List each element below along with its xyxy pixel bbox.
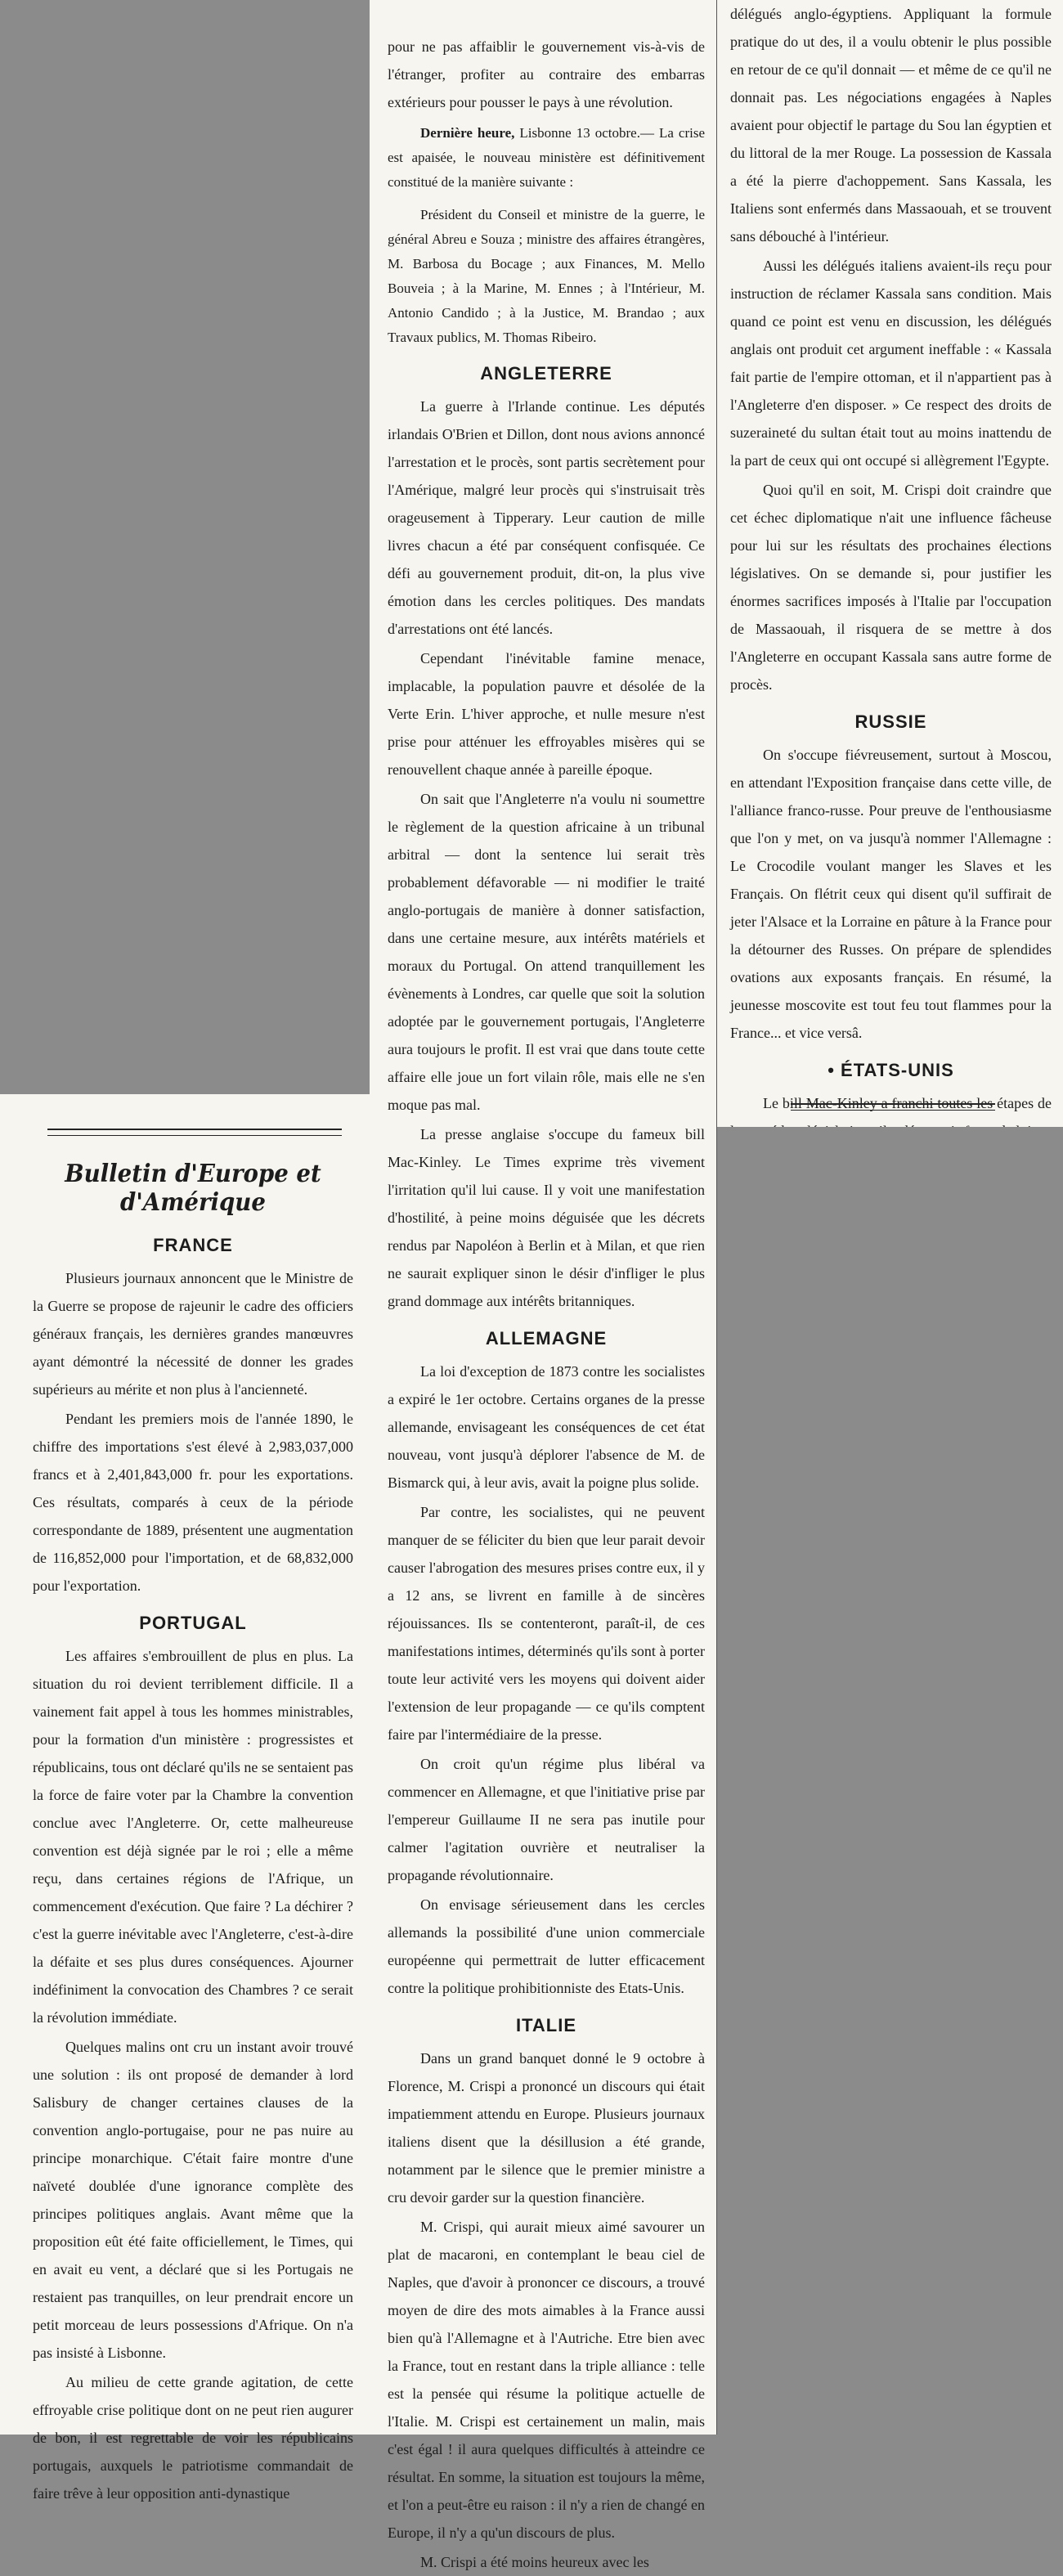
paragraph: Le bill Mac-Kinley a franchi toutes les étapes de — [763, 1095, 1052, 1111]
paragraph: La presse anglaise s'occupe du fameux bill Mac-Kinley. Le Times exprime très vivement l'irritation qu'il lui cause. Il y voit une manifestation d'hostilité, à peine moins déguisée que les décrets rendus par Napoléon à Berlin et à Milan, et que rien ne saurait expliquer sinon le désir d'infliger le plus grand dommage aux intérêts britanniques. — [388, 1126, 705, 1309]
column-two — [370, 0, 716, 2570]
heading-portugal: PORTUGAL — [139, 1613, 247, 1633]
scan-background — [717, 1127, 1063, 2435]
paragraph: Quelques malins ont cru un instant avoir trouvé une solution : ils ont proposé de demander à lord Salisbury de changer certaines clauses de la convention anglo-portugaise, pour ne pas nuire au principe monarchique. C'était faire montre d'une naïveté doublée d'une ignorance complète des principes politiques anglais. Avant même que la proposition eût été faite officiellement, le Times, qui en avait eu vent, a déclaré que si les Portugais ne restaient pas tranquilles, on leur prendrait encore un petit morceau de leurs possessions d'Afrique. On n'a pas insisté à Lisbonne. — [33, 2039, 353, 2361]
portugal-section — [33, 1642, 353, 2507]
paragraph: On s'occupe fiévreusement, surtout à Moscou, en attendant l'Exposition française dans cette ville, de l'alliance franco-russe. Pour preuve de l'enthousiasme que l'on y met, on va jusqu'à nommer l'Allemagne : Le Crocodile voulant manger les Slaves et les Français. On flétrit ceux qui disent qu'il suffirait de jeter l'Alsace et la Lorraine en pâture à la France pour la détourner des Russes. On prépare de splendides ovations aux exposants français. En résumé, la jeunesse moscovite est tout feu tout flammes pour la France... et vice versâ. — [730, 747, 1052, 1041]
bulletin-title: Bulletin d'Europe et d'Amérique — [65, 1160, 321, 1217]
bottom-rule — [791, 1103, 995, 1111]
heading-italie: ITALIE — [515, 2015, 577, 2035]
russie-section — [730, 741, 1052, 1047]
paragraph: M. Crispi, qui aurait mieux aimé savourer un plat de macaroni, en contemplant le beau ciel de Naples, que d'avoir à prononcer ce discours, a trouvé moyen de dire des mots aimables à la France aussi bien qu'à l'Allemagne et à l'Autriche. Etre bien avec la France, tout en restant dans la triple alliance : telle est la pensée qui résume la politique actuelle de l'Italie. M. Crispi est certainement un malin, mais c'est égal ! il aura quelques difficultés à atteindre ce résultat. En somme, la situation est toujours la même, et l'on a peut-être eu raison : il n'y a rien de changé en Europe, il n'y a qu'un discours de plus. — [388, 2219, 705, 2541]
paragraph: La guerre à l'Irlande continue. Les députés irlandais O'Brien et Dillon, dont nous avions annoncé l'arrestation et le procès, sont partis secrètement pour l'Amérique, malgré leur procès qui s'instruisait très orageusement à Tipperary. Leur caution de mille livres chacun a été par conséquent confisquée. Ce défi au gouvernement produit, dit-on, la plus vive émotion dans les cercles politiques. Des mandats d'arrestations ont été lancés. — [388, 398, 705, 637]
paragraph: Au milieu de cette grande agitation, de cette effroyable crise politique dont on ne peut rien augurer de bon, il est regrettable de voir les républicains portugais, auxquels le patriotisme commandait de faire trêve à leur opposition anti-dynastique — [33, 2374, 353, 2502]
portugal-continued — [388, 33, 705, 116]
paragraph: pour ne pas affaiblir le gouvernement vis-à-vis de l'étranger, profiter au contraire des embarras extérieurs pour pousser le pays à une révolution. — [388, 38, 705, 110]
paragraph: Plusieurs journaux annoncent que le Ministre de la Guerre se propose de rajeunir le cadre des officiers généraux français, les dernières grandes manœuvres ayant démontré la nécessité de donner les grades supérieurs au mérite et non plus à l'ancienneté. — [33, 1270, 353, 1398]
left-column-sheet — [0, 1094, 370, 2502]
paragraph: Dans un grand banquet donné le 9 octobre à Florence, M. Crispi a prononcé un discours qui était impatiemment attendu en Europe. Plusieurs journaux italiens disent que la désillusion a été grande, notamment par le silence que le premier ministre a cru devoir garder sur la question financière. — [388, 2050, 705, 2206]
italie-section — [388, 2044, 705, 2576]
france-section — [33, 1264, 353, 1600]
paragraph: On envisage sérieusement dans les cercles allemands la possibilité d'une union commerciale européenne qui permettrait de lutter efficacement contre la politique prohibitionniste des Etats-Unis. — [388, 1896, 705, 1996]
paragraph: La loi d'exception de 1873 contre les socialistes a expiré le 1er octobre. Certains organes de la presse allemande, envisageant les conséquences de cet état nouveau, vont jusqu'à déplorer l'absence de M. de Bismarck qui, à leur avis, avait la poigne plus solide. — [388, 1363, 705, 1491]
edge-strip — [1055, 1014, 1063, 1127]
heading-allemagne: ALLEMAGNE — [485, 1328, 608, 1349]
dateline-text: Lisbonne 13 octobre.— La crise est apaisée, le nouveau ministère est définitivement constitué de la manière suivante : — [388, 125, 706, 190]
cabinet-list: Président du Conseil et ministre de la guerre, le général Abreu e Souza ; ministre des affaires étrangères, M. Barbosa du Bocage ; aux Finances, M. Mello Bouveia ; à la Marine, M. Ennes ; à l'Intérieur, M. Antonio Candido ; à la Justice, M. Brandao ; aux Travaux publics, M. Thomas Ribeiro. — [388, 207, 705, 345]
paragraph: Cependant l'inévitable famine menace, implacable, la population pauvre et désolée de la Verte Erin. L'hiver approche, et nulle mesure n'est prise pour atténuer les effroyables misères qui se renouvellent chaque année à pareille époque. — [388, 650, 705, 778]
paragraph: M. Crispi a été moins heureux avec les — [420, 2554, 649, 2570]
paragraph: Quoi qu'il en soit, M. Crispi doit craindre que cet échec diplomatique n'ait une influence fâcheuse pour lui sur les résultats des prochaines élections législatives. On se demande si, pour justifier les énormes sacrifices imposés à l'Italie par l'occupation de Massaouah, il risquera de se mettre à dos l'Angleterre en occupant Kassala sans autre forme de procès. — [730, 482, 1052, 693]
top-rule — [47, 1129, 342, 1136]
dateline-label: Dernière heure, — [420, 125, 515, 141]
paragraph: On sait que l'Angleterre n'a voulu ni soumettre le règlement de la question africaine à un tribunal arbitral — dont la sentence lui serait très probablement défavorable — ni modifier le traité anglo-portugais de manière à donner satisfaction, dans une certaine mesure, aux intérêts matériels et moraux du Portugal. On attend tranquillement les évènements à Londres, car quelle que soit la solution adoptée par le gouvernement portugais, l'Angleterre aura toujours le profit. Il est vrai que dans toute cette affaire elle joue un fort vilain rôle, mais elle ne s'en moque pas mal. — [388, 791, 705, 1113]
paragraph: Aussi les délégués italiens avaient-ils reçu pour instruction de réclamer Kassala sans condition. Mais quand ce point est venu en discussion, les délégués anglais ont produit cet argument ineffable : « Kassala fait partie de l'empire ottoman, et il n'appartient pas à l'Angleterre d'en disposer. » Ce respect des droits de suzeraineté du sultan était tout au moins inattendu de la part de ceux qui ont occupé si allègrement l'Egypte. — [730, 258, 1052, 469]
dateline — [388, 121, 705, 195]
paragraph: Par contre, les socialistes, qui ne peuvent manquer de se féliciter du bien que leur parait devoir causer l'abrogation des mesures prises contre eux, il y a 12 ans, se livrent en famille à de sincères réjouissances. Ils se contenteront, paraît-il, de ces manifestations intimes, déterminés qu'ils sont à porter toute leur activité vers les moyens qui doivent aider l'extension de leur propagande — ce qu'ils comptent faire par l'intermédiaire de la presse. — [388, 1504, 705, 1743]
heading-angleterre: ANGLETERRE — [480, 363, 612, 384]
allemagne-section — [388, 1358, 705, 2002]
angleterre-section — [388, 393, 705, 1315]
italie-continued — [730, 0, 1052, 698]
heading-etats-unis: • ÉTATS-UNIS — [828, 1060, 954, 1080]
heading-russie: RUSSIE — [854, 711, 927, 732]
column-three — [717, 0, 1063, 1127]
paragraph: On croit qu'un régime plus libéral va commencer en Allemagne, et que l'initiative prise par l'empereur Guillaume II ne sera pas inutile pour calmer l'agitation ouvrière et neutraliser la propagande révolutionnaire. — [388, 1756, 705, 1883]
paragraph: délégués anglo-égyptiens. Appliquant la formule pratique do ut des, il a voulu obtenir le plus possible en retour de ce qu'il donnait — et même de ce qu'il ne donnait pas. Les négociations engagées à Naples avaient pour objectif le partage du Sou lan égyptien et du littoral de la mer Rouge. La possession de Kassala a été la pierre d'achoppement. Sans Kassala, les Italiens sont enfermés dans Massaouah, et se trouvent sans débouché à l'intérieur. — [730, 6, 1052, 245]
heading-france: FRANCE — [153, 1235, 233, 1255]
paragraph: Les affaires s'embrouillent de plus en plus. La situation du roi devient terriblement difficile. Il a vainement fait appel à tous les hommes ministrables, pour la formation d'un ministère : progressistes et républicains, tous ont déclaré qu'ils ne se sentaient pas la force de faire voter par la Chambre la convention conclue avec l'Angleterre. Or, cette malheureuse convention est déjà signée par le roi ; elle a même reçu, dans certaines régions de l'Afrique, un commencement d'exécution. Que faire ? La déchirer ? c'est la guerre inévitable avec l'Angleterre, c'est-à-dire la défaite et ses plus dures conséquences. Ajourner indéfiniment la convocation des Chambres ? ce serait la révolution immédiate. — [33, 1648, 353, 2026]
paragraph: Pendant les premiers mois de l'année 1890, le chiffre des importations s'est élevé à 2,983,037,000 francs et à 2,401,843,000 fr. pour les exportations. Ces résultats, comparés à ceux de la période correspondante de 1889, présentent une augmentation de 116,852,000 pour l'importation, et de 68,832,000 pour l'exportation. — [33, 1411, 353, 1594]
